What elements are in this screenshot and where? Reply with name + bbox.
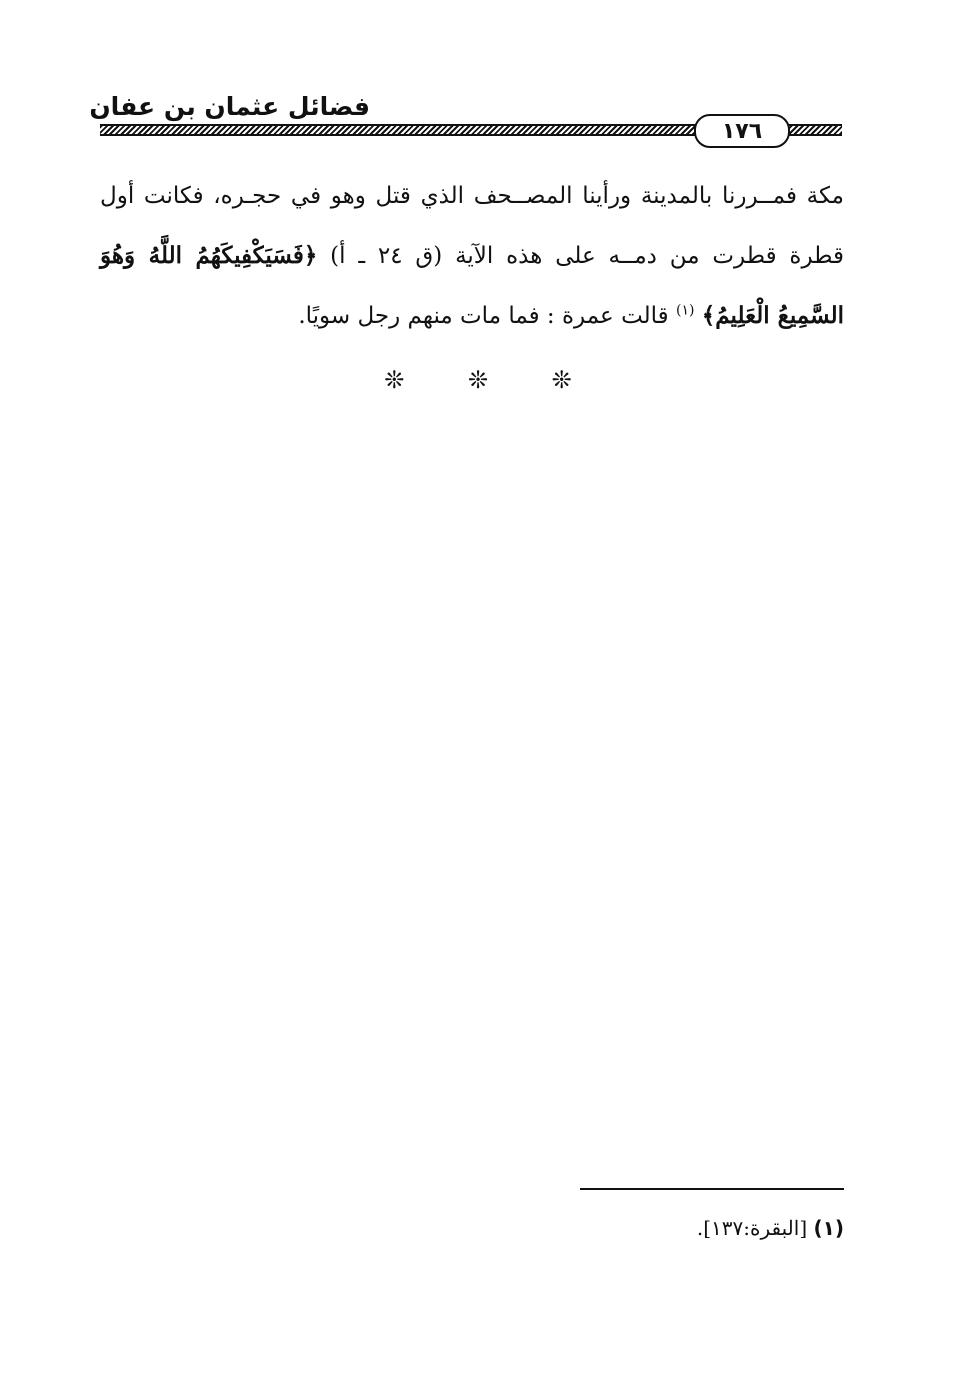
page-header [89, 88, 842, 152]
footnote-rule [580, 1188, 844, 1190]
running-title: فضائل عثمان بن عفان [89, 92, 370, 121]
header-title-container [89, 92, 370, 122]
main-paragraph [100, 166, 844, 346]
quran-verse: ﴿فَسَيَكْفِيكَهُمُ اللَّهُ وَهُوَ السَّمِيعُ الْعَلِيمُ﴾ [100, 242, 844, 329]
page-number-text: ١٧٦ [721, 118, 763, 144]
page-number [694, 114, 790, 148]
paragraph-text-before: مكة فمــررنا بالمدينة ورأينا المصــحف الذي قتل وهو في حجـره، فكانت أول قطرة قطرت من دمــه على هذه الآية (ق ٢٤ ـ أ) [100, 183, 844, 269]
section-separator: ❊ ❊ ❊ [384, 366, 600, 394]
paragraph-text-after: قالت عمرة : فما مات منهم رجل سويًا. [298, 303, 676, 329]
footnote-text: [البقرة:١٣٧]. [696, 1216, 808, 1240]
footnote-reference: (١) [675, 302, 695, 319]
footnote [500, 1214, 844, 1242]
footnote-number: (١) [813, 1216, 844, 1240]
